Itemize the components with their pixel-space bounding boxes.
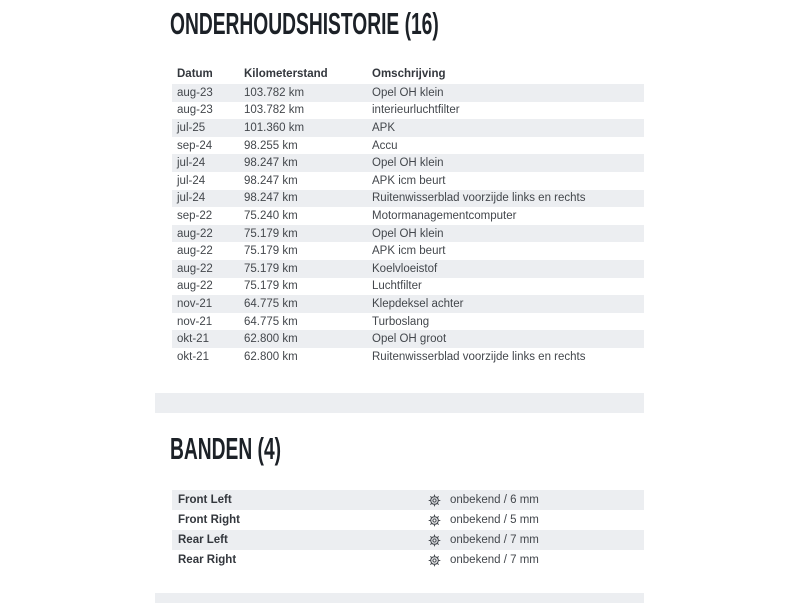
section-divider-bottom (155, 593, 644, 603)
tire-tread-value: onbekend / 6 mm (450, 494, 539, 506)
column-header-date: Datum (177, 68, 213, 80)
maintenance-row (172, 278, 644, 296)
tire-position-label: Front Left (178, 494, 232, 506)
maintenance-row (172, 119, 644, 137)
maintenance-row (172, 225, 644, 243)
tire-tread-value: onbekend / 7 mm (450, 534, 539, 546)
gear-icon (428, 514, 450, 527)
maintenance-date: jul-24 (177, 192, 206, 205)
column-header-km: Kilometerstand (244, 68, 328, 80)
maintenance-date: sep-24 (177, 139, 213, 152)
maintenance-row (172, 137, 644, 155)
maintenance-history-title: ONDERHOUDSHISTORIE (16) (170, 6, 439, 41)
tire-row (172, 550, 644, 570)
maintenance-row (172, 84, 644, 102)
tire-row (172, 530, 644, 550)
maintenance-km: 103.782 km (244, 104, 305, 117)
maintenance-description: Koelvloeistof (372, 262, 438, 275)
maintenance-description: Motormanagementcomputer (372, 209, 517, 222)
maintenance-km: 98.247 km (244, 174, 298, 187)
column-header-description: Omschrijving (372, 68, 446, 80)
tire-row (172, 510, 644, 530)
maintenance-description: Opel OH klein (372, 86, 444, 99)
maintenance-km: 64.775 km (244, 297, 298, 310)
maintenance-description: APK icm beurt (372, 174, 446, 187)
gear-icon (428, 554, 450, 567)
maintenance-date: jul-24 (177, 157, 206, 170)
maintenance-description: Turboslang (372, 315, 430, 328)
maintenance-km: 98.247 km (244, 157, 298, 170)
maintenance-date: aug-22 (177, 262, 213, 275)
maintenance-description: interieurluchtfilter (372, 104, 460, 117)
maintenance-date: nov-21 (177, 297, 213, 310)
maintenance-row (172, 172, 644, 190)
maintenance-km: 98.247 km (244, 192, 298, 205)
tire-tread-value: onbekend / 7 mm (450, 554, 539, 566)
maintenance-description: Opel OH klein (372, 157, 444, 170)
maintenance-km: 62.800 km (244, 333, 298, 346)
maintenance-date: aug-22 (177, 280, 213, 293)
maintenance-km: 75.179 km (244, 262, 298, 275)
maintenance-date: jul-24 (177, 174, 206, 187)
tire-position-label: Rear Left (178, 534, 228, 546)
maintenance-date: aug-23 (177, 104, 213, 117)
maintenance-description: APK icm beurt (372, 245, 446, 258)
maintenance-date: aug-22 (177, 245, 213, 258)
maintenance-description: Opel OH klein (372, 227, 444, 240)
maintenance-date: okt-21 (177, 350, 209, 363)
maintenance-row (172, 295, 644, 313)
maintenance-date: nov-21 (177, 315, 213, 328)
maintenance-row (172, 190, 644, 208)
tire-tread-value: onbekend / 5 mm (450, 514, 539, 526)
maintenance-description: Ruitenwisserblad voorzijde links en rechts (372, 350, 586, 363)
maintenance-description: Opel OH groot (372, 333, 447, 346)
gear-icon (428, 494, 450, 507)
maintenance-date: sep-22 (177, 209, 213, 222)
tire-row (172, 490, 644, 510)
maintenance-km: 75.179 km (244, 227, 298, 240)
tire-position-label: Front Right (178, 514, 240, 526)
maintenance-date: jul-25 (177, 121, 206, 134)
maintenance-date: okt-21 (177, 333, 209, 346)
maintenance-km: 103.782 km (244, 86, 305, 99)
section-divider (155, 393, 644, 413)
maintenance-row (172, 154, 644, 172)
maintenance-history-table (172, 64, 644, 366)
tires-title: BANDEN (4) (170, 431, 282, 466)
maintenance-row (172, 348, 644, 366)
maintenance-description: APK (372, 121, 396, 134)
maintenance-date: aug-23 (177, 86, 213, 99)
maintenance-row (172, 260, 644, 278)
maintenance-km: 64.775 km (244, 315, 298, 328)
maintenance-table-body (172, 84, 644, 366)
maintenance-km: 75.179 km (244, 245, 298, 258)
tire-position-label: Rear Right (178, 554, 237, 566)
maintenance-row (172, 330, 644, 348)
maintenance-row (172, 313, 644, 331)
maintenance-km: 101.360 km (244, 121, 305, 134)
maintenance-date: aug-22 (177, 227, 213, 240)
maintenance-description: Klepdeksel achter (372, 297, 464, 310)
maintenance-km: 75.240 km (244, 209, 298, 222)
maintenance-description: Ruitenwisserblad voorzijde links en rechts (372, 192, 586, 205)
maintenance-row (172, 207, 644, 225)
maintenance-row (172, 102, 644, 120)
maintenance-table-header (172, 64, 644, 84)
maintenance-description: Accu (372, 139, 398, 152)
maintenance-km: 75.179 km (244, 280, 298, 293)
maintenance-km: 62.800 km (244, 350, 298, 363)
tires-table (172, 490, 644, 570)
maintenance-row (172, 242, 644, 260)
gear-icon (428, 534, 450, 547)
maintenance-km: 98.255 km (244, 139, 298, 152)
maintenance-description: Luchtfilter (372, 280, 422, 293)
